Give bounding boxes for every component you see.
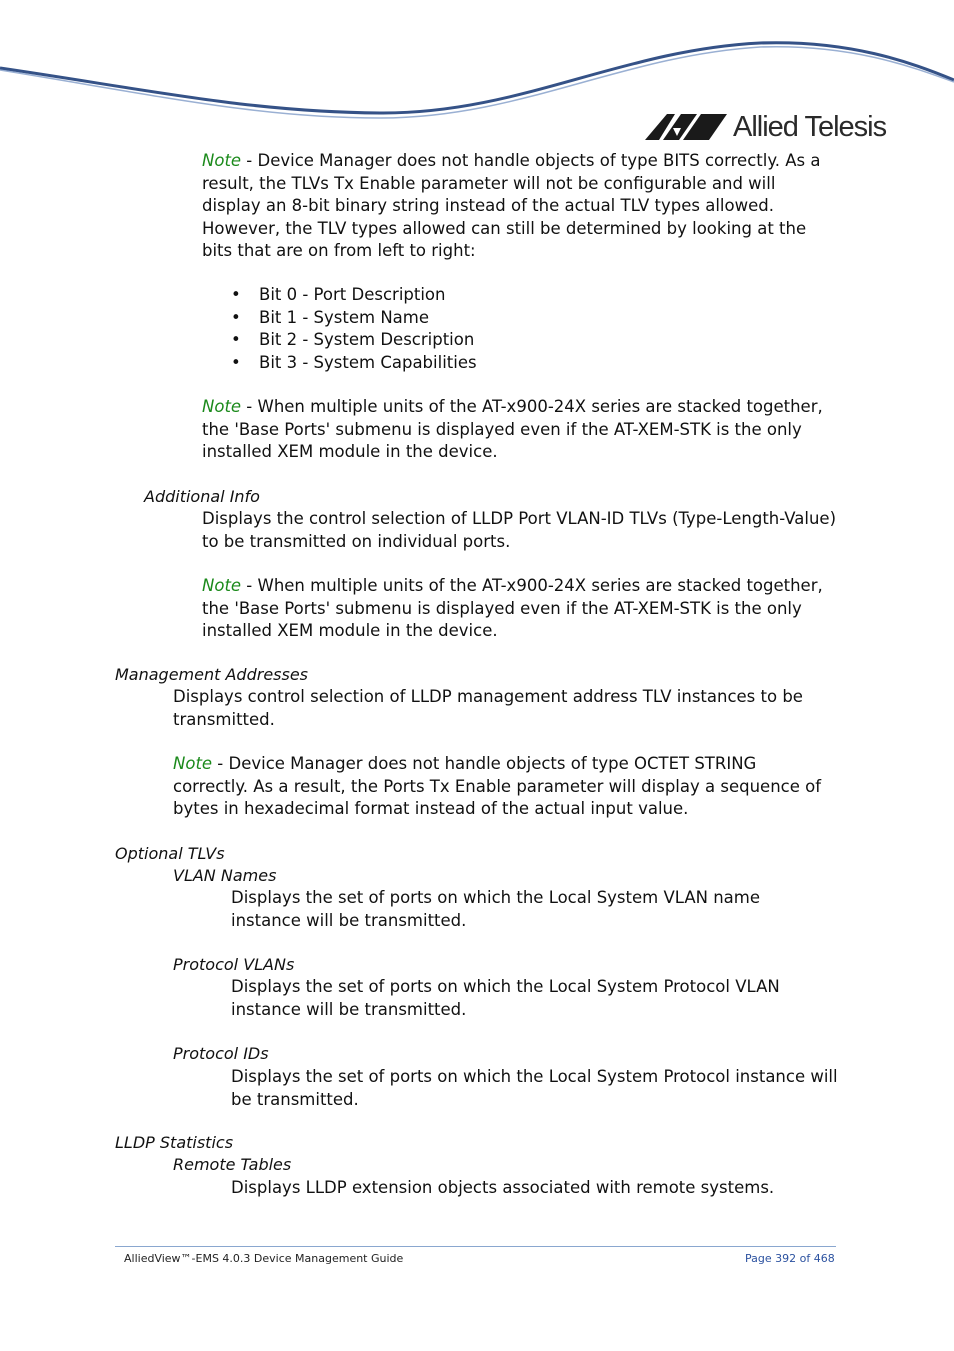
remote-tables-heading: Remote Tables	[173, 1155, 292, 1174]
footer-divider	[115, 1246, 836, 1247]
lldp-statistics-heading: LLDP Statistics	[115, 1133, 234, 1152]
additional-info-note	[202, 575, 836, 643]
note-text: - Device Manager does not handle objects of type BITS correctly. As a result, the TLVs Tx Enable parameter will not be configurable and will display an 8-bit binary string instead of the actual TLV types allowed. However, the TLV types allowed can still be determined by looking at the bits that are on from left to right:	[202, 151, 821, 260]
protocol-ids-heading: Protocol IDs	[173, 1044, 269, 1063]
remote-tables-text: Displays LLDP extension objects associated with remote systems.	[231, 1178, 775, 1197]
note-stack-paragraph	[202, 396, 836, 464]
vlan-names-text: Displays the set of ports on which the Local System VLAN name instance will be transmitted.	[231, 888, 760, 930]
management-addresses-text: Displays control selection of LLDP management address TLV instances to be transmitted.	[173, 687, 803, 729]
list-item: • Bit 0 - Port Description	[231, 284, 731, 307]
allied-telesis-logo	[645, 110, 886, 144]
note-label: Note	[202, 576, 242, 595]
note-text: - When multiple units of the AT-x900-24X series are stacked together, the 'Base Ports' submenu is displayed even if the AT-XEM-STK is the only installed XEM module in the device.	[202, 397, 823, 461]
list-item: • Bit 2 - System Description	[231, 329, 731, 352]
protocol-vlans-text: Displays the set of ports on which the Local System Protocol VLAN instance will be transmitted.	[231, 977, 780, 1019]
additional-info-heading: Additional Info	[144, 487, 260, 506]
management-addresses-heading: Management Addresses	[115, 665, 309, 684]
protocol-ids-text: Displays the set of ports on which the Local System Protocol instance will be transmitted.	[231, 1067, 838, 1109]
note-text: - When multiple units of the AT-x900-24X series are stacked together, the 'Base Ports' submenu is displayed even if the AT-XEM-STK is the only installed XEM module in the device.	[202, 576, 823, 640]
list-item: • Bit 1 - System Name	[231, 307, 731, 330]
protocol-vlans-heading: Protocol VLANs	[173, 955, 295, 974]
bits-list	[231, 284, 731, 374]
note-label: Note	[202, 151, 242, 170]
footer-guide-title: AlliedView™-EMS 4.0.3 Device Management Guide	[124, 1252, 404, 1265]
management-addresses-note	[173, 753, 833, 821]
note-label: Note	[173, 754, 213, 773]
vlan-names-heading: VLAN Names	[173, 866, 277, 885]
additional-info-text: Displays the control selection of LLDP Port VLAN-ID TLVs (Type-Length-Value) to be transmitted on individual ports.	[202, 509, 837, 551]
note-bits-paragraph	[202, 150, 836, 263]
logo-mark-icon	[645, 114, 727, 140]
logo-text: Allied Telesis	[733, 110, 887, 143]
footer-page-number: Page 392 of 468	[745, 1252, 835, 1265]
note-text: - Device Manager does not handle objects of type OCTET STRING correctly. As a result, the Ports Tx Enable parameter will display a sequence of bytes in hexadecimal format instead of the actual input value.	[173, 754, 822, 818]
note-label: Note	[202, 397, 242, 416]
optional-tlvs-heading: Optional TLVs	[115, 844, 225, 863]
list-item: • Bit 3 - System Capabilities	[231, 352, 731, 375]
